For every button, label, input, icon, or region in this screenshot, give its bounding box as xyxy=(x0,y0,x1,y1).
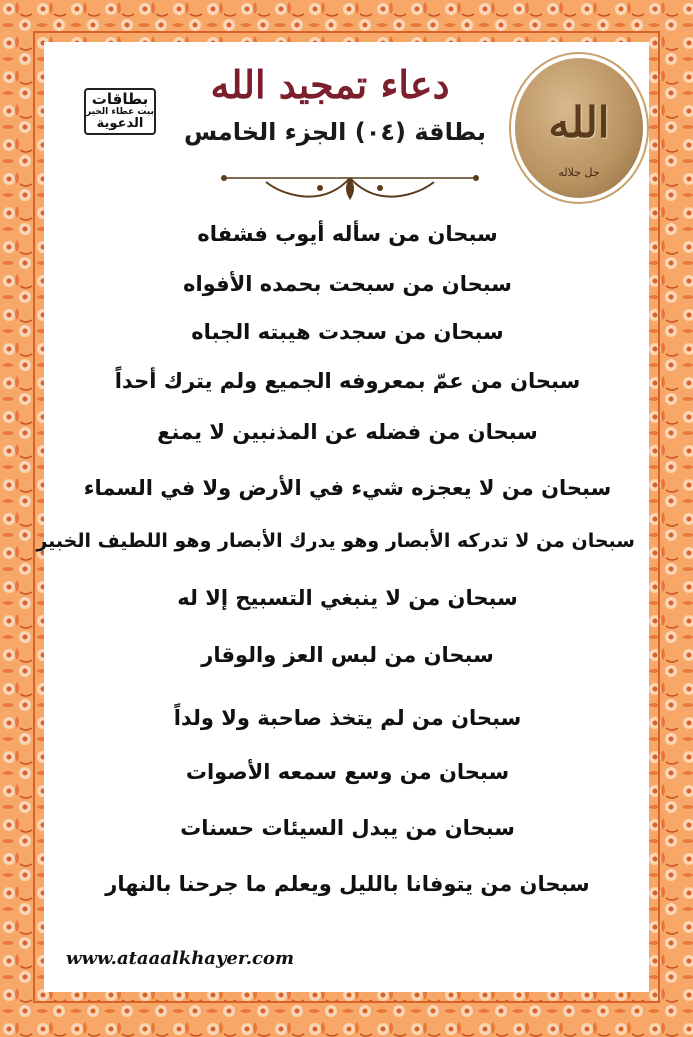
dua-line: سبحان من لبس العز والوقار xyxy=(201,643,494,667)
dua-line: سبحان من يبدل السيئات حسنات xyxy=(180,816,515,840)
dua-line: سبحان من سجدت هيبته الجباه xyxy=(191,320,504,344)
seal-caption: جل جلاله xyxy=(558,166,600,179)
publisher-line-2: بيت عطاء الخير xyxy=(86,106,154,117)
allah-calligraphy-seal-icon xyxy=(515,58,643,198)
seal-word: الله xyxy=(548,98,610,147)
website-link[interactable]: www.ataaalkhayer.com xyxy=(66,948,294,969)
dua-line: سبحان من وسع سمعه الأصوات xyxy=(185,760,510,784)
dua-line: سبحان من عمّ بمعروفه الجميع ولم يترك أحداً xyxy=(114,369,581,393)
card-title: دعاء تمجيد الله xyxy=(210,62,450,107)
publisher-line-1: بطاقات xyxy=(91,90,149,108)
dua-line: سبحان من لا تدركه الأبصار وهو يدرك الأبصار وهو اللطيف الخبير xyxy=(36,530,635,552)
publisher-line-3: الدعوية xyxy=(96,116,144,132)
ornament-divider-icon xyxy=(220,168,480,212)
dua-line: سبحان من يتوفانا بالليل ويعلم ما جرحنا بالنهار xyxy=(105,872,590,896)
dua-line: سبحان من لم يتخذ صاحبة ولا ولداً xyxy=(173,706,522,730)
card-subtitle: بطاقة (٠٤) الجزء الخامس xyxy=(183,118,487,146)
dua-line: سبحان من لا ينبغي التسبيح إلا له xyxy=(177,586,518,610)
dua-line: سبحان من سأله أيوب فشفاه xyxy=(197,222,498,246)
dua-line: سبحان من سبحت بحمده الأفواه xyxy=(183,272,512,296)
publisher-logo xyxy=(84,88,156,135)
dua-line: سبحان من فضله عن المذنبين لا يمنع xyxy=(157,420,538,444)
dua-line: سبحان من لا يعجزه شيء في الأرض ولا في السماء xyxy=(83,476,612,500)
